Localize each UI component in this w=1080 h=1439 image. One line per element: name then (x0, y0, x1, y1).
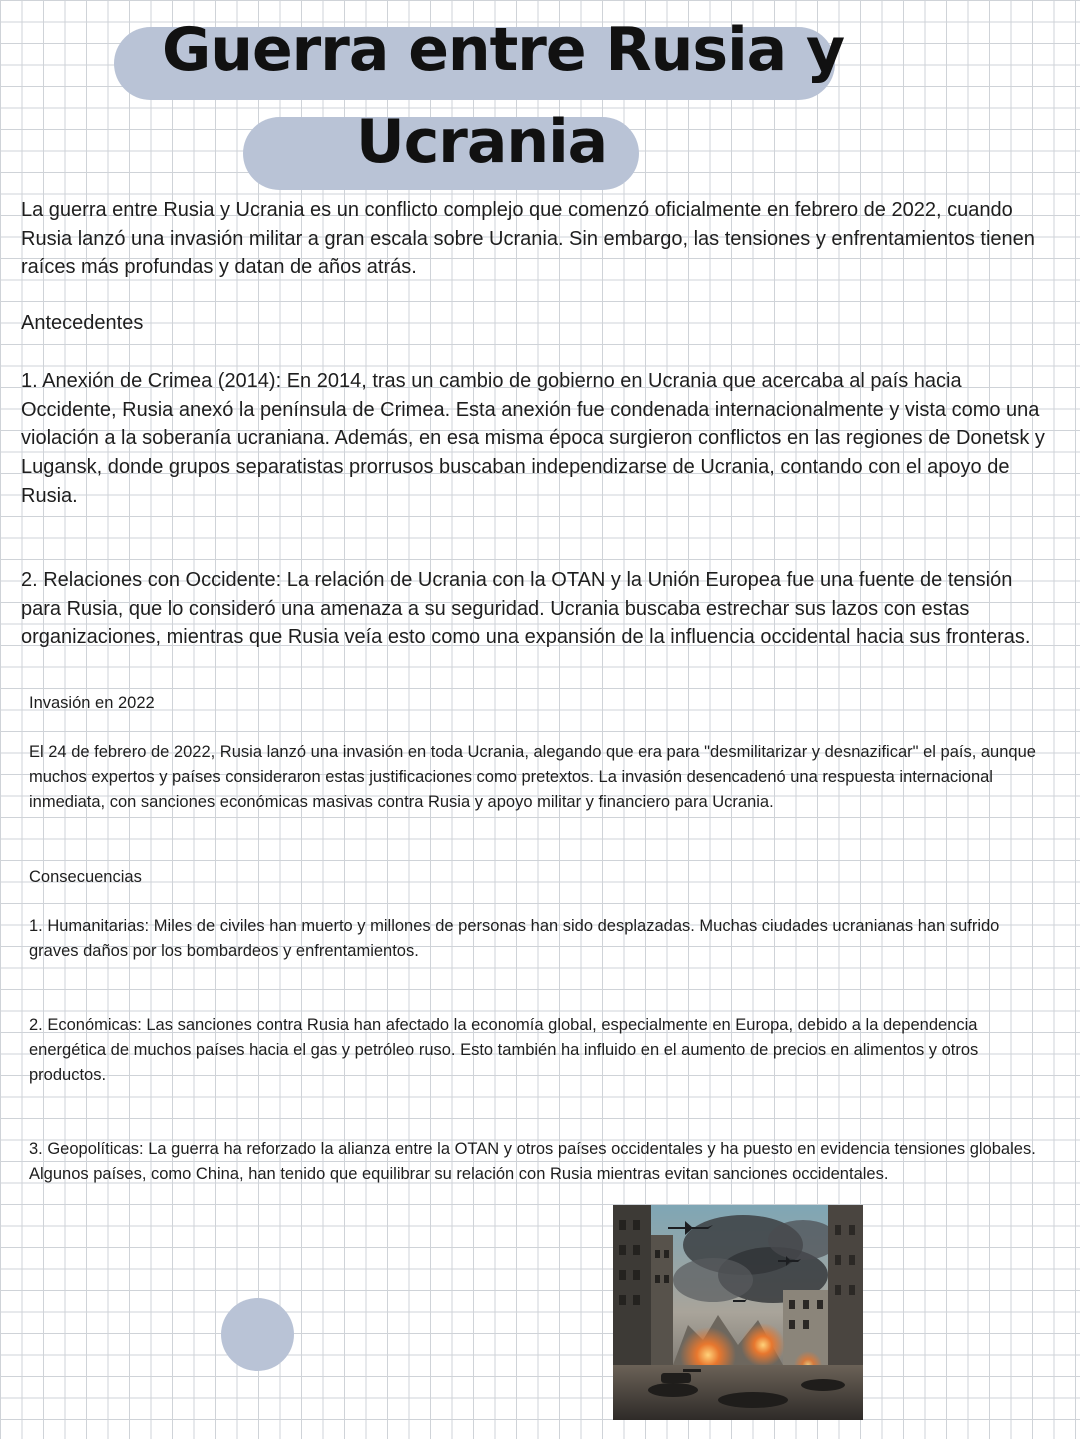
antecedente-item-occidente: 2. Relaciones con Occidente: La relación de Ucrania con la OTAN y la Unión Europea fue una fuente de tensión para Rusia, que lo consideró una amenaza a su seguridad. Ucrania buscaba estrechar sus lazos con estas organizaciones, mientras que Rusia veía esto como una expansión de la influencia occidental hacia sus fronteras. (21, 569, 1031, 649)
invasion-heading: Invasión en 2022 (29, 694, 155, 712)
antecedentes-heading: Antecedentes (21, 312, 144, 334)
war-city-illustration (613, 1205, 863, 1420)
consecuencia-item-geopoliticas: 3. Geopolíticas: La guerra ha reforzado la alianza entre la OTAN y otros países occidentales y ha puesto en evidencia tensiones globales. Algunos países, como China, han tenido que equilibrar su relación con Rusia mientras evitan sanciones occidentales. (29, 1140, 1036, 1183)
invasion-paragraph: El 24 de febrero de 2022, Rusia lanzó una invasión en toda Ucrania, alegando que era para "desmilitarizar y desnazificar" el país, aunque muchos expertos y países consideraron estas justificaciones como pretextos. La invasión desencadenó una respuesta internacional inmediata, con sanciones económicas masivas contra Rusia y apoyo militar y financiero para Ucrania. (29, 743, 1036, 811)
antecedente-item-crimea: 1. Anexión de Crimea (2014): En 2014, tras un cambio de gobierno en Ucrania que acercaba al país hacia Occidente, Rusia anexó la península de Crimea. Esta anexión fue condenada internacionalmente y vista como una violación a la soberanía ucraniana. Además, en esa misma época surgieron conflictos en las regiones de Donetsk y Lugansk, donde grupos separatistas prorrusos buscaban independizarse de Ucrania, contando con el apoyo de Rusia. (21, 370, 1045, 507)
consecuencia-item-humanitarias: 1. Humanitarias: Miles de civiles han muerto y millones de personas han sido desplazadas. Muchas ciudades ucranianas han sufrido graves daños por los bombardeos y enfrentamientos. (29, 917, 1000, 960)
page-title-line-2: Ucrania (356, 107, 608, 177)
consecuencias-heading: Consecuencias (29, 868, 142, 886)
consecuencia-item-economicas: 2. Económicas: Las sanciones contra Rusia han afectado la economía global, especialmente en Europa, debido a la dependencia energética de muchos países hacia el gas y petróleo ruso. Esto también ha influido en el aumento de precios en alimentos y otros productos. (29, 1016, 979, 1084)
page-title-line-1: Guerra entre Rusia y (162, 15, 845, 85)
decorative-circle (221, 1298, 294, 1371)
intro-paragraph: La guerra entre Rusia y Ucrania es un conflicto complejo que comenzó oficialmente en febrero de 2022, cuando Rusia lanzó una invasión militar a gran escala sobre Ucrania. Sin embargo, las tensiones y enfrentamientos tienen raíces más profundas y datan de años atrás. (21, 199, 1035, 279)
